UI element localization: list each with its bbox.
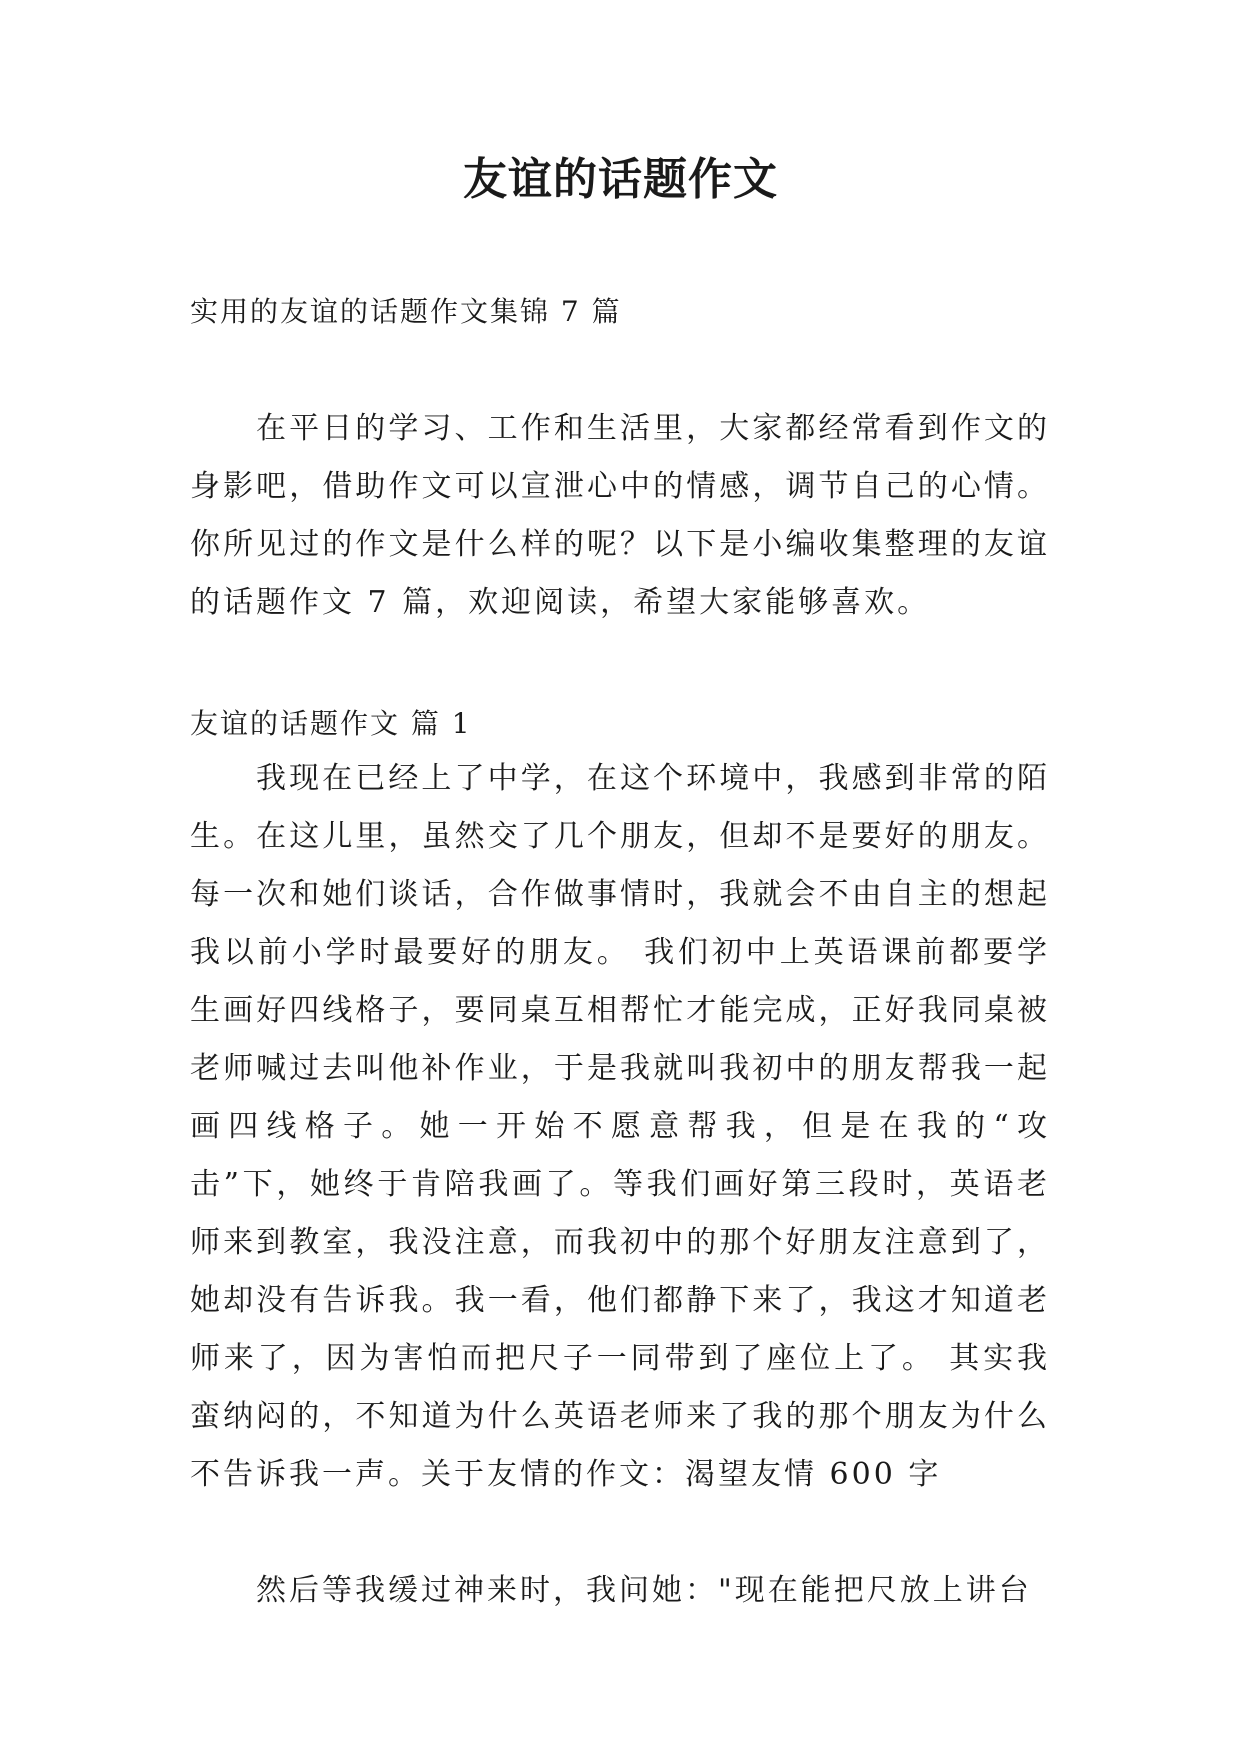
body-paragraph: 然后等我缓过神来时，我问她："现在能把尺放上讲台	[256, 1573, 1032, 1608]
section-heading: 友谊的话题作文 篇 1	[190, 707, 472, 740]
document-subtitle: 实用的友谊的话题作文集锦 7 篇	[190, 295, 622, 328]
body-paragraph: 我现在已经上了中学，在这个环境中，我感到非常的陌生。在这儿里，虽然交了几个朋友，但却不是要好的朋友。每一次和她们谈话，合作做事情时，我就会不由自主的想起我以前小学时最要好的朋友。 我们初中上英语课前都要学生画好四线格子，要同桌互相帮忙才能完成，正好我同桌被老师喊过去叫他补作业，于是我就叫我初中的朋友帮我一起画四线格子。她一开始不愿意帮我，但是在我的“攻击”下，她终于肯陪我画了。等我们画好第三段时，英语老师来到教室，我没注意，而我初中的那个好朋友注意到了，她却没有告诉我。我一看，他们都静下来了，我这才知道老师来了，因为害怕而把尺子一同带到了座位上了。 其实我蛮纳闷的，不知道为什么英语老师来了我的那个朋友为什么不告诉我一声。关于友情的作文：渴望友情 600 字	[190, 761, 1050, 1492]
intro-paragraph: 在平日的学习、工作和生活里，大家都经常看到作文的身影吧，借助作文可以宣泄心中的情感，调节自己的心情。你所见过的作文是什么样的呢？以下是小编收集整理的友谊的话题作文 7 篇，欢迎阅读，希望大家能够喜欢。	[190, 411, 1050, 620]
document-title: 友谊的话题作文	[463, 154, 778, 205]
